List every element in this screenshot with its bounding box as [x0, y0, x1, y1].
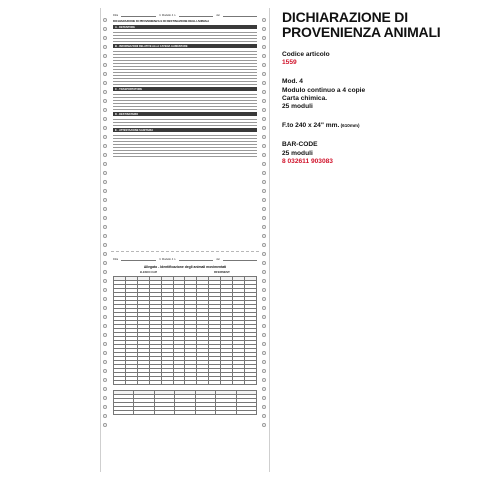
form-preview — [100, 8, 270, 472]
pinfeed-hole — [262, 423, 266, 427]
pinfeed-hole — [103, 216, 107, 220]
form-section-b: B - INFORMAZIONI RELATIVE ALLA CATENA ALIMENTARE — [113, 44, 257, 48]
pinfeed-hole — [103, 45, 107, 49]
pinfeed-hole — [103, 54, 107, 58]
table-cell — [175, 411, 195, 415]
table-cell — [195, 411, 215, 415]
form-section-a: A - DETENTORE — [113, 25, 257, 29]
table-cell — [134, 411, 154, 415]
pinfeed-hole — [262, 333, 266, 337]
pinfeed-hole — [262, 54, 266, 58]
pinfeed-hole — [262, 414, 266, 418]
table-cell — [209, 381, 221, 385]
pinfeed-hole — [262, 36, 266, 40]
table-cell — [137, 381, 149, 385]
pinfeed-hole — [262, 369, 266, 373]
pinfeed-hole — [262, 360, 266, 364]
table-row — [114, 411, 257, 415]
pinfeed-hole — [103, 279, 107, 283]
code-label: Codice articolo — [282, 51, 330, 58]
animal-grid — [113, 276, 257, 385]
pinfeed-hole — [103, 252, 107, 256]
table-cell — [161, 381, 173, 385]
bottom-table-title: Allegato - Identificazione degli animali movimentati — [143, 265, 227, 269]
pinfeed-hole — [262, 216, 266, 220]
barcode-quantity: 25 moduli — [282, 149, 313, 157]
pinfeed-hole — [262, 198, 266, 202]
pinfeed-hole — [262, 18, 266, 22]
pinfeed-hole — [262, 387, 266, 391]
pinfeed-hole — [103, 324, 107, 328]
product-info — [282, 10, 478, 166]
pinfeed-hole — [262, 351, 266, 355]
pinfeed-hole — [103, 396, 107, 400]
table-cell — [114, 411, 134, 415]
pinfeed-hole — [262, 171, 266, 175]
pinfeed-hole — [103, 117, 107, 121]
form-top-title: DICHIARAZIONE DI PROVENIENZA E DI DESTINAZIONE DEGLI ANIMALI — [113, 19, 210, 23]
pinfeed-hole — [262, 81, 266, 85]
pinfeed-hole — [262, 234, 266, 238]
pinfeed-hole — [262, 324, 266, 328]
pinfeed-hole — [103, 36, 107, 40]
pinfeed-right — [262, 18, 267, 462]
pinfeed-hole — [103, 333, 107, 337]
product-title-line-1: DICHIARAZIONE DI — [282, 9, 408, 25]
pinfeed-hole — [262, 135, 266, 139]
table-cell — [125, 381, 137, 385]
form-section-c: C - TRASPORTATORE — [113, 87, 257, 91]
description-line-3: 25 moduli — [282, 103, 313, 111]
table-cell — [236, 411, 256, 415]
pinfeed-hole — [262, 180, 266, 184]
pinfeed-hole — [103, 171, 107, 175]
pinfeed-hole — [262, 279, 266, 283]
pinfeed-hole — [103, 234, 107, 238]
table-row — [114, 381, 257, 385]
table-cell — [233, 381, 245, 385]
pinfeed-hole — [262, 297, 266, 301]
pinfeed-hole — [103, 369, 107, 373]
pinfeed-hole — [103, 126, 107, 130]
pinfeed-hole — [103, 261, 107, 265]
pinfeed-hole — [103, 225, 107, 229]
pinfeed-hole — [103, 144, 107, 148]
pinfeed-hole — [103, 270, 107, 274]
pinfeed-hole — [103, 189, 107, 193]
pinfeed-hole — [103, 243, 107, 247]
pinfeed-hole — [262, 396, 266, 400]
pinfeed-hole — [103, 351, 107, 355]
pinfeed-hole — [103, 90, 107, 94]
pinfeed-hole — [262, 342, 266, 346]
pinfeed-hole — [103, 81, 107, 85]
bottom-col-a: ELENCO CAPI — [139, 271, 158, 274]
description-line-1: Modulo continuo a 4 copie — [282, 86, 366, 94]
pinfeed-hole — [103, 162, 107, 166]
pinfeed-hole — [262, 90, 266, 94]
model-name: Mod. 4 — [282, 78, 303, 86]
pinfeed-hole — [103, 378, 107, 382]
pinfeed-hole — [262, 126, 266, 130]
form-sheet-top: Ditta N. Modello 4 n. del DICHIARAZIONE DI PROVENIENZA E DI DESTINAZIONE DEGLI ANIMALI A - DETENTORE B - INFORMAZIONI RELATIVE ALLA CATENA ALIMENTARE C - TRASPORTATORE D - DESTINATARIO E - ATTESTAZIONE SANITARIA — [113, 14, 257, 246]
pinfeed-hole — [262, 306, 266, 310]
table-cell — [185, 381, 197, 385]
product-title-line-2: PROVENIENZA ANIMALI — [282, 24, 441, 40]
pinfeed-hole — [262, 99, 266, 103]
pinfeed-hole — [262, 45, 266, 49]
form-sheet-bottom: Ditta N. Modello 4 n. del Allegato - Identificazione degli animali movimentati ELENCO CAPI RIFERIMENTI — [113, 258, 257, 466]
pinfeed-hole — [103, 18, 107, 22]
pinfeed-hole — [103, 27, 107, 31]
pinfeed-hole — [103, 63, 107, 67]
pinfeed-hole — [262, 405, 266, 409]
pinfeed-hole — [103, 342, 107, 346]
pinfeed-left — [103, 18, 108, 462]
pinfeed-hole — [103, 198, 107, 202]
pinfeed-hole — [103, 288, 107, 292]
pinfeed-hole — [262, 117, 266, 121]
pinfeed-hole — [262, 378, 266, 382]
pinfeed-hole — [103, 387, 107, 391]
pinfeed-hole — [103, 207, 107, 211]
pinfeed-hole — [262, 207, 266, 211]
pinfeed-hole — [103, 423, 107, 427]
form-section-e: E - ATTESTAZIONE SANITARIA — [113, 128, 257, 132]
barcode-label: BAR-CODE — [282, 141, 318, 149]
pinfeed-hole — [262, 162, 266, 166]
pinfeed-hole — [262, 189, 266, 193]
barcode-value: 8 032611 903083 — [282, 157, 333, 165]
pinfeed-hole — [262, 315, 266, 319]
pinfeed-hole — [103, 153, 107, 157]
table-cell — [154, 411, 174, 415]
pinfeed-hole — [262, 243, 266, 247]
pinfeed-hole — [262, 27, 266, 31]
pinfeed-hole — [262, 144, 266, 148]
bottom-col-b: RIFERIMENTI — [213, 271, 231, 274]
pinfeed-hole — [103, 72, 107, 76]
pinfeed-hole — [103, 180, 107, 184]
pinfeed-hole — [103, 297, 107, 301]
format-main: F.to 240 x 24" mm. — [282, 122, 340, 130]
table-cell — [114, 381, 126, 385]
format-small: (610mm) — [339, 123, 360, 129]
pinfeed-hole — [103, 135, 107, 139]
pinfeed-hole — [262, 261, 266, 265]
pinfeed-hole — [103, 360, 107, 364]
pinfeed-hole — [262, 72, 266, 76]
pinfeed-hole — [103, 108, 107, 112]
form-section-d: D - DESTINATARIO — [113, 112, 257, 116]
pinfeed-hole — [103, 315, 107, 319]
pinfeed-hole — [103, 99, 107, 103]
pinfeed-hole — [262, 153, 266, 157]
pinfeed-hole — [103, 405, 107, 409]
pinfeed-hole — [262, 288, 266, 292]
table-cell — [197, 381, 209, 385]
code-value: 1559 — [282, 59, 297, 67]
pinfeed-hole — [103, 414, 107, 418]
table-cell — [221, 381, 233, 385]
pinfeed-hole — [262, 270, 266, 274]
table-cell — [173, 381, 185, 385]
pinfeed-hole — [262, 225, 266, 229]
table-cell — [244, 381, 256, 385]
table-cell — [149, 381, 161, 385]
table-cell — [216, 411, 236, 415]
pinfeed-hole — [262, 252, 266, 256]
pinfeed-hole — [262, 108, 266, 112]
description-line-2: Carta chimica. — [282, 94, 328, 102]
pinfeed-hole — [262, 63, 266, 67]
summary-grid — [113, 390, 257, 415]
perforation-line — [111, 251, 259, 252]
pinfeed-hole — [103, 306, 107, 310]
